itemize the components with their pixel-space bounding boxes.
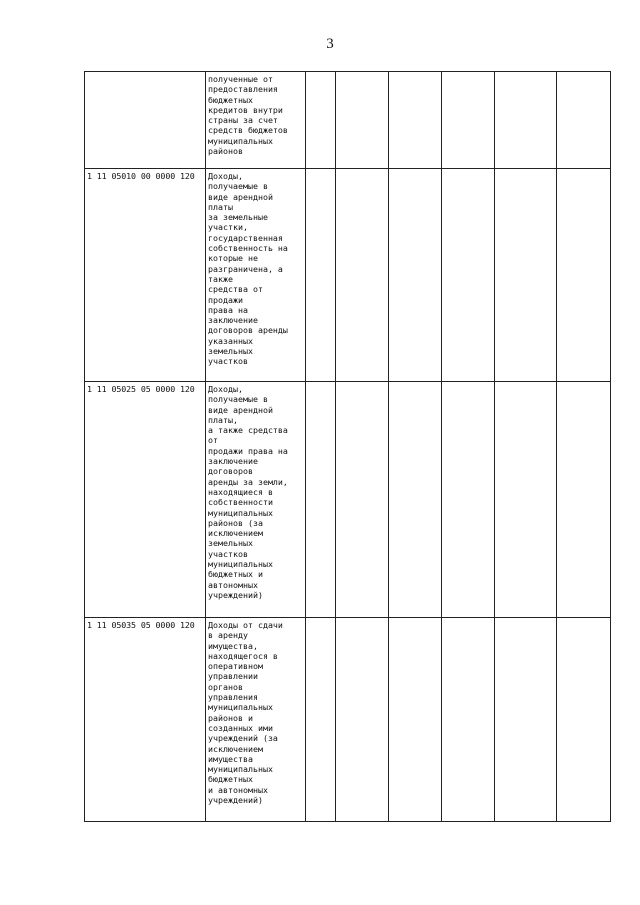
income-description-cell: Доходы, получаемые в виде арендной платы за земельные участки, государственная собственность на которые не разграничена, а также средства от продажи права на заключение договоров аренды указанных земельных участков [206,169,306,382]
empty-cell [442,169,495,382]
income-code-cell: 1 11 05035 05 0000 120 [85,618,206,822]
empty-cell [557,618,611,822]
income-description-cell: полученные от предоставления бюджетных кредитов внутри страны за счет средств бюджетов муниципальных районов [206,72,306,169]
income-code-cell: 1 11 05025 05 0000 120 [85,382,206,618]
empty-cell [336,382,389,618]
table-row [85,72,611,169]
empty-cell [557,72,611,169]
empty-cell [389,72,442,169]
empty-cell [389,169,442,382]
empty-cell [557,169,611,382]
empty-cell [306,169,336,382]
income-description-cell: Доходы, получаемые в виде арендной платы, а также средства от продажи права на заключение договоров аренды за земли, находящиеся в собственности муниципальных районов (за исключением земельных участков муниципальных бюджетных и автономных учреждений) [206,382,306,618]
empty-cell [495,169,557,382]
empty-cell [442,382,495,618]
table-row [85,618,611,822]
empty-cell [442,618,495,822]
income-code-cell [85,72,206,169]
empty-cell [336,618,389,822]
page-number: 3 [326,36,334,52]
budget-revenue-table [84,71,611,822]
empty-cell [442,72,495,169]
income-description-cell: Доходы от сдачи в аренду имущества, находящегося в оперативном управлении органов управления муниципальных районов и созданных ими учреждений (за исключением имущества муниципальных бюджетных и автономных учреждений) [206,618,306,822]
empty-cell [336,72,389,169]
empty-cell [306,618,336,822]
empty-cell [306,382,336,618]
table-row [85,169,611,382]
empty-cell [495,618,557,822]
table-row [85,382,611,618]
empty-cell [557,382,611,618]
empty-cell [389,382,442,618]
empty-cell [495,382,557,618]
empty-cell [336,169,389,382]
empty-cell [495,72,557,169]
empty-cell [306,72,336,169]
income-code-cell: 1 11 05010 00 0000 120 [85,169,206,382]
empty-cell [389,618,442,822]
